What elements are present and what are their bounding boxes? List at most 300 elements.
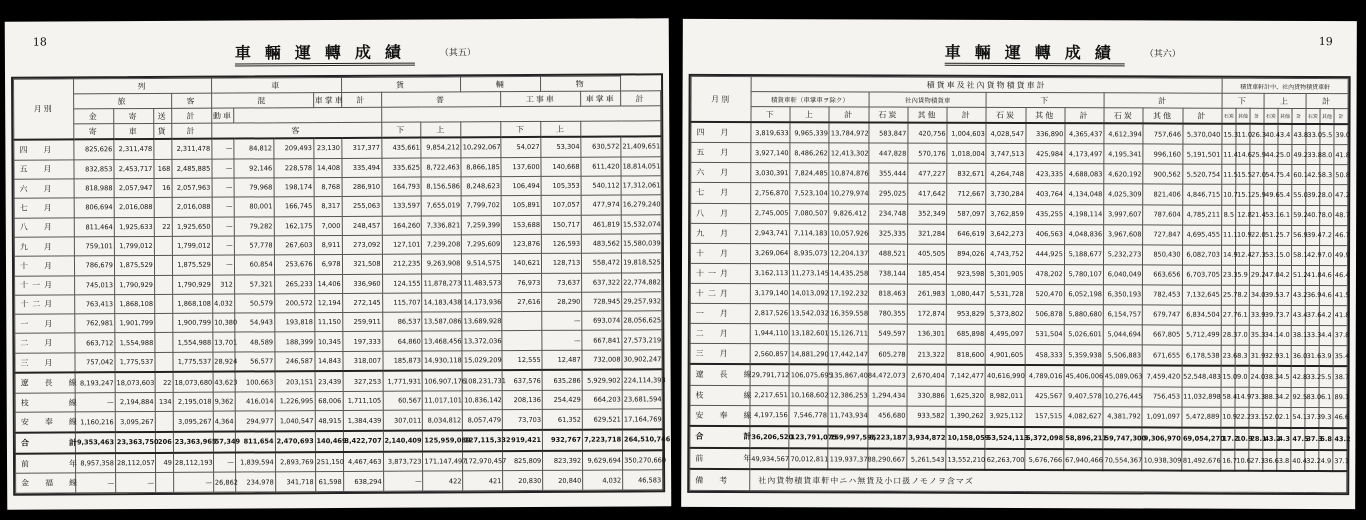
header-cell: 上 (1264, 93, 1306, 108)
table-cell: 55.0 (1292, 185, 1306, 205)
table-cell: 5.0 (1277, 245, 1291, 265)
table-cell: 259,911 (342, 312, 382, 332)
summary-row (690, 385, 1347, 407)
table-cell: 14,408 (314, 158, 342, 177)
table-cell: 2,140,409 (383, 430, 423, 451)
table-cell: 294,977 (235, 411, 275, 431)
header-cell: 工事車 (501, 91, 581, 106)
table-cell: 8,768 (314, 177, 342, 196)
table-cell: 3,730,284 (986, 184, 1025, 204)
table-cell: 1,040,547 (275, 411, 315, 431)
table-cell: 38.1 (1291, 325, 1305, 345)
table-cell: — (212, 217, 234, 236)
table-cell: 53.1 (1264, 205, 1278, 225)
table-cell: 39.2 (1306, 185, 1320, 205)
table-cell: 405,505 (907, 244, 946, 264)
table-cell: — (542, 311, 582, 331)
table-cell: 11,273,145 (790, 263, 829, 283)
table-cell: 1,160,216 (75, 412, 115, 432)
table-cell: 4,364 (213, 411, 235, 431)
table-cell: 86,537 (382, 312, 422, 332)
table-cell: 664,203 (582, 390, 622, 410)
table-cell: 5.8 (1319, 428, 1333, 450)
table-cell: 209,493 (274, 138, 314, 158)
header-cell: 上 (790, 107, 829, 123)
header-cell: 其他 (908, 107, 947, 123)
table-cell: 68,006 (315, 391, 343, 410)
table-cell: 49.2 (1292, 145, 1306, 165)
table-cell: 2,470,693 (275, 431, 315, 452)
table-cell: 2,311,478 (114, 139, 154, 159)
table-cell: 2,195,018 (173, 392, 213, 412)
table-cell: 5,929,902 (582, 370, 622, 390)
table-cell: 295,025 (868, 183, 907, 203)
table-cell: 1,625,320 (946, 386, 985, 406)
header-cell: 車 (114, 123, 154, 139)
table-cell: 5,780,107 (1064, 264, 1103, 284)
table-cell: 478,202 (1025, 264, 1064, 284)
table-cell: 162,175 (274, 216, 314, 236)
table-cell: 10,168,602 (789, 385, 828, 405)
table-cell: 21.4 (1250, 205, 1264, 225)
table-cell: 172,970,457 (463, 451, 503, 471)
header-cell: 混 (211, 93, 313, 109)
table-cell: 171,147,497 (423, 451, 463, 471)
table-cell: — (116, 473, 156, 493)
table-cell: 12.8 (1236, 205, 1250, 225)
table-cell: 1,711,105 (343, 391, 383, 411)
table-cell: 13,372,036 (462, 331, 502, 351)
table-cell (154, 198, 172, 217)
table-cell: 15,126,711 (829, 324, 868, 344)
row-label: 十 月 (691, 243, 751, 263)
table-cell: 458,333 (1025, 344, 1064, 365)
title-text: 車輛運轉成績 (235, 43, 415, 67)
table-cell: 549,597 (868, 324, 907, 344)
table-cell: 19,818,525 (622, 253, 662, 273)
table-cell: 9,362 (213, 392, 235, 411)
header-cell: 上 (541, 121, 581, 137)
table-cell: 17,192,232 (829, 284, 868, 304)
table-cell: 41.8 (1333, 305, 1347, 325)
table-cell: 5.4 (1278, 165, 1292, 185)
row-label: 七 月 (14, 198, 74, 218)
table-cell: 1,775,537 (115, 352, 155, 372)
table-cell: 265,233 (274, 274, 314, 294)
row-label: 二 月 (690, 323, 750, 343)
table-cell: 7,523,104 (790, 183, 829, 203)
table-cell: 49.9 (1333, 245, 1347, 265)
table-cell: 4,197,156 (750, 405, 789, 426)
table-cell: 3,095,267 (115, 412, 155, 432)
table-cell: 4,381,792 (1103, 406, 1142, 427)
table-cell (154, 139, 172, 159)
table-cell: 1,080,447 (947, 284, 986, 304)
header-cell: 積貨車軒（車掌車ヲ除ク） (751, 92, 869, 107)
table-cell: 8,193,247 (75, 373, 115, 393)
header-cell: 其他 (1236, 108, 1250, 124)
table-cell: 54,943 (235, 313, 275, 333)
table-cell: 11,483,573 (462, 273, 502, 293)
table-cell: 208,136 (502, 390, 542, 410)
table-cell: 7,000 (314, 216, 342, 235)
table-cell: 23,681,594 (622, 390, 662, 410)
table-cell: 49 (155, 453, 173, 473)
table-cell: 25.9 (1250, 145, 1264, 165)
table-cell: 37.6 (1305, 305, 1319, 325)
table-cell: 821,406 (1143, 184, 1182, 204)
header-cell: 其他 (1026, 108, 1065, 124)
table-cell: 25.9 (1250, 185, 1264, 205)
row-label: 十 月 (14, 256, 74, 276)
header-cell: 計 (1183, 108, 1222, 124)
table-cell: 4,365,437 (1065, 123, 1104, 144)
header-cell: 寄 (74, 124, 114, 140)
table-cell: 3.4 (1278, 124, 1292, 145)
table-cell: — (383, 472, 423, 492)
header-cell: 計 (341, 92, 381, 107)
table-cell: 34.1 (1263, 325, 1277, 345)
header-month: 月別 (691, 76, 751, 122)
table-cell: 2,817,526 (750, 303, 789, 323)
table-cell: 14.9 (1221, 245, 1235, 265)
table-cell: 12.4 (1235, 245, 1249, 265)
table-cell: 11,878,273 (422, 273, 462, 293)
table-cell: 3,030,391 (751, 163, 790, 183)
table-cell: 9.3 (1319, 407, 1333, 428)
table-cell: 164,260 (382, 216, 422, 236)
table-cell: 558,472 (582, 253, 622, 273)
row-label: 十二月 (15, 295, 75, 315)
table-cell: 1,839,594 (235, 452, 275, 472)
table-cell: 159,997,595 (828, 426, 867, 448)
table-cell: 253,676 (274, 255, 314, 275)
table-cell: 164,793 (382, 177, 422, 197)
table-cell: 198,174 (274, 178, 314, 198)
table-cell: 4,789,016 (1025, 365, 1064, 386)
header-cell: 計 (1250, 108, 1264, 124)
table-cell: 206 (155, 432, 173, 453)
table-cell: 336,960 (342, 274, 382, 294)
row-label: 安 奉 線 (690, 405, 750, 426)
table-cell: 153,688 (502, 215, 542, 235)
table-cell: 1,390,262 (946, 406, 985, 427)
table-cell: 193,818 (274, 313, 314, 333)
table-cell: 17,164,769 (622, 409, 662, 429)
table-cell: 26,862 (213, 473, 235, 493)
table-cell: 54.1 (1291, 407, 1305, 428)
table-cell: 157,515 (1025, 406, 1064, 427)
table-cell: 5,026,601 (1064, 324, 1103, 344)
table-cell: 1,384,439 (343, 411, 383, 431)
table-cell: 47.2 (1334, 185, 1348, 205)
table-cell: 3,925,112 (985, 406, 1024, 427)
table-cell (154, 294, 172, 313)
table-cell: 629,521 (582, 409, 622, 429)
table-cell: 8,248,623 (461, 177, 501, 197)
header-cell: 下 (381, 122, 421, 138)
table-cell: 1,868,108 (115, 294, 155, 314)
table-cell: 435,661 (381, 138, 421, 158)
table-cell: 73,637 (542, 273, 582, 293)
table-cell: 140,668 (541, 157, 581, 177)
table-cell: 825,809 (503, 451, 543, 471)
table-cell: 1,799,012 (172, 236, 212, 256)
table-cell: 4.0 (1277, 325, 1291, 345)
table-cell: 5,188,677 (1064, 244, 1103, 264)
header-cell: 其他 (1143, 108, 1182, 124)
table-cell: 70,554,367 (1103, 449, 1142, 471)
row-label: 遼 長 線 (690, 364, 750, 385)
table-cell: 10.6 (1235, 449, 1249, 471)
table-cell: 10.7 (1222, 185, 1236, 205)
table-cell: 2,057,947 (114, 178, 154, 198)
table-cell: 832,671 (947, 164, 986, 184)
table-cell: 1,004,603 (947, 123, 986, 144)
table-cell: 335,494 (342, 158, 382, 178)
table-cell: 34.0 (1249, 285, 1263, 305)
table-cell: 5.9 (1235, 265, 1249, 285)
table-cell: 14,930,118 (422, 351, 462, 371)
table-cell: 9,854,212 (421, 137, 461, 157)
table-cell: 28,112,057 (115, 453, 155, 473)
table-cell: 421 (463, 471, 503, 491)
table-cell: 3,269,064 (751, 243, 790, 263)
table-row (691, 143, 1348, 165)
table-cell: 4,198,114 (1065, 204, 1104, 224)
table-cell: 531,504 (1025, 324, 1064, 344)
row-label: 六 月 (691, 163, 751, 183)
table-cell: 32.9 (1263, 345, 1277, 366)
table-cell: 69,054,270 (1181, 428, 1220, 450)
table-cell: 127,101 (382, 235, 422, 255)
table-cell: 33.0 (1306, 124, 1320, 145)
table-cell: 84,812 (234, 138, 274, 158)
table-cell: 4.3 (1277, 428, 1291, 450)
table-cell: 248,457 (342, 216, 382, 236)
table-cell: 1,875,529 (172, 255, 212, 275)
table-cell: 3,162,113 (750, 263, 789, 283)
table-cell: 1,790,929 (172, 275, 212, 295)
table-cell: 251,150 (315, 452, 343, 472)
table-cell: 15.0 (1221, 366, 1235, 387)
table-cell: 14.9 (1235, 387, 1249, 407)
table-cell: 1,554,988 (173, 333, 213, 353)
table-cell: 197,333 (342, 332, 382, 352)
table-cell: 8.5 (1222, 205, 1236, 225)
table-cell: 335,625 (381, 158, 421, 178)
table-cell: 9.0 (1235, 366, 1249, 387)
header-cell: 動車 (211, 108, 233, 123)
table-cell: 8.0 (1320, 145, 1334, 165)
table-row (690, 323, 1347, 345)
header-cell: 客 (171, 93, 211, 108)
summary-row (690, 364, 1347, 387)
table-cell: 59.2 (1292, 205, 1306, 225)
table-cell: 254,429 (542, 390, 582, 410)
table-cell: 732,008 (582, 350, 622, 370)
table-cell: 28,290 (542, 292, 582, 312)
table-cell: 811,654 (235, 431, 275, 452)
table-row (691, 243, 1348, 265)
table-cell: 27.3 (1249, 245, 1263, 265)
table-cell (155, 412, 173, 432)
table-cell: 728,945 (582, 292, 622, 312)
table-cell: 663,712 (75, 333, 115, 353)
table-cell: 1,018,004 (947, 144, 986, 164)
table-cell: 60.1 (1292, 165, 1306, 185)
table-cell: 1,226,995 (275, 392, 315, 412)
table-cell: 6,223,187 (868, 426, 907, 448)
table-cell: 5,506,883 (1103, 345, 1142, 366)
table-cell: 5,373,802 (986, 304, 1025, 324)
table-cell: 341,718 (275, 472, 315, 492)
row-label: 前 年 (690, 448, 750, 470)
table-cell: 12,487 (542, 350, 582, 370)
header-cell: 其他 (1320, 109, 1334, 125)
table-cell: 128,713 (542, 253, 582, 273)
table-cell: 8.2 (1235, 285, 1249, 305)
table-cell: — (212, 197, 234, 216)
table-cell: 2,756,870 (751, 183, 790, 203)
title-text: 車輛運轉成績 (945, 43, 1125, 67)
table-cell: 38.3 (1263, 366, 1277, 387)
row-label: 一 月 (690, 303, 750, 323)
table-cell: 4,743,752 (986, 244, 1025, 264)
header-month: 月別 (14, 79, 74, 140)
table-cell: 45,089,063 (1103, 366, 1142, 387)
table-cell: 23,439 (315, 371, 343, 391)
table-cell: 39.7 (1263, 305, 1277, 325)
table-cell: 811,464 (74, 217, 114, 237)
row-label: 一 月 (15, 314, 75, 334)
table-cell: 10.9 (1221, 407, 1235, 428)
row-label: 八 月 (14, 217, 74, 237)
table-cell: 105,353 (541, 176, 581, 196)
table-cell: 213,322 (907, 344, 946, 365)
table-cell: 5.4 (1278, 185, 1292, 205)
table-cell: 27,616 (502, 292, 542, 312)
table-cell: 67,940,466 (1064, 449, 1103, 471)
table-cell: 119,937,378 (828, 448, 867, 470)
table-cell: 685,898 (946, 324, 985, 344)
table-cell: 47.5 (1291, 428, 1305, 450)
right-data-table (689, 76, 1351, 493)
table-cell: 8.3 (1235, 345, 1249, 366)
table-cell: 29,257,932 (622, 292, 662, 312)
table-cell: 13,689,928 (462, 312, 502, 332)
table-row (691, 223, 1348, 245)
table-cell: 8,866,185 (461, 157, 501, 177)
table-cell: 133,597 (382, 196, 422, 216)
table-cell: 36.9 (1305, 285, 1319, 305)
page-title (945, 40, 1125, 64)
table-cell: 10,874,876 (829, 163, 868, 183)
row-label: 三 月 (15, 353, 75, 373)
table-cell: 9,306,970 (1142, 427, 1181, 449)
header-cell: 計 (1334, 109, 1348, 125)
table-cell: 327,253 (343, 371, 383, 391)
header-cell: 石炭 (1222, 108, 1236, 124)
table-cell: 200,572 (274, 293, 314, 313)
table-cell: 679,747 (1143, 305, 1182, 325)
table-cell: 5,531,728 (986, 284, 1025, 304)
table-cell: 43.2 (1263, 428, 1277, 450)
table-cell: 825,626 (74, 139, 114, 159)
header-cell (581, 121, 661, 137)
table-cell: 2,893,769 (275, 452, 315, 472)
table-cell: — (173, 473, 213, 493)
table-row (690, 303, 1347, 325)
table-cell: 637,322 (582, 273, 622, 293)
table-cell: 15.1 (1236, 185, 1250, 205)
table-cell: 506,878 (1025, 304, 1064, 324)
table-cell: 7,223,718 (583, 429, 623, 450)
table-cell: 4,134,048 (1065, 184, 1104, 204)
table-cell: 33.1 (1249, 407, 1263, 428)
table-cell: 2,016,088 (172, 197, 212, 217)
table-cell: 4,688,083 (1065, 164, 1104, 184)
table-cell: 667,841 (582, 330, 622, 350)
table-cell: 51.2 (1291, 265, 1305, 285)
table-cell: 7,259,399 (462, 215, 502, 235)
table-cell: 11.0 (1236, 124, 1250, 145)
table-cell (154, 236, 172, 255)
table-cell: 7,546,778 (789, 405, 828, 426)
table-cell: 9,407,578 (1064, 386, 1103, 406)
table-cell: 8,290,667 (867, 448, 906, 470)
table-cell: 6,154,757 (1103, 305, 1142, 325)
table-cell (502, 331, 542, 351)
table-cell: 27.3 (1249, 450, 1263, 472)
table-cell: 1,900,799 (173, 313, 213, 333)
table-cell: 14,406 (314, 274, 342, 293)
header-cell: 計 (829, 107, 868, 123)
table-cell: 2,745,005 (751, 203, 790, 223)
table-cell: 10,279,974 (829, 183, 868, 203)
table-cell: 759,101 (74, 237, 114, 257)
table-cell: 15,580,039 (621, 234, 661, 254)
table-cell: 46.6 (1333, 407, 1347, 428)
table-cell: 350,270,660 (623, 450, 663, 470)
table-cell: 5,712,499 (1182, 325, 1221, 345)
table-cell: 8,156,586 (421, 177, 461, 197)
table-cell: 13,784,972 (829, 122, 868, 143)
table-cell: 745,013 (75, 275, 115, 295)
header-cell: 車 (211, 77, 341, 93)
row-label: 四 月 (691, 122, 751, 143)
row-label: 十二月 (690, 283, 750, 303)
table-cell: 932,767 (543, 430, 583, 451)
table-cell: 6.1 (1235, 305, 1249, 325)
table-cell: 8,935,073 (790, 243, 829, 263)
table-cell (155, 473, 173, 493)
table-cell: 37.3 (1305, 428, 1319, 450)
header-cell: 寄 (114, 108, 154, 123)
table-cell: 7,142,477 (946, 365, 985, 386)
table-cell: 150,717 (541, 215, 581, 235)
table-cell: 28.1 (1249, 428, 1263, 450)
table-cell: 16,359,558 (829, 304, 868, 324)
table-cell: 3,997,607 (1104, 204, 1143, 224)
table-cell: 7,239,208 (422, 235, 462, 255)
header-cell: 列 (74, 78, 212, 94)
table-cell: — (75, 393, 115, 413)
table-cell: 92.5 (1291, 387, 1305, 407)
table-cell: 42.9 (1305, 245, 1319, 265)
table-cell: 3,747,513 (986, 144, 1025, 164)
table-cell: 100,663 (235, 372, 275, 392)
